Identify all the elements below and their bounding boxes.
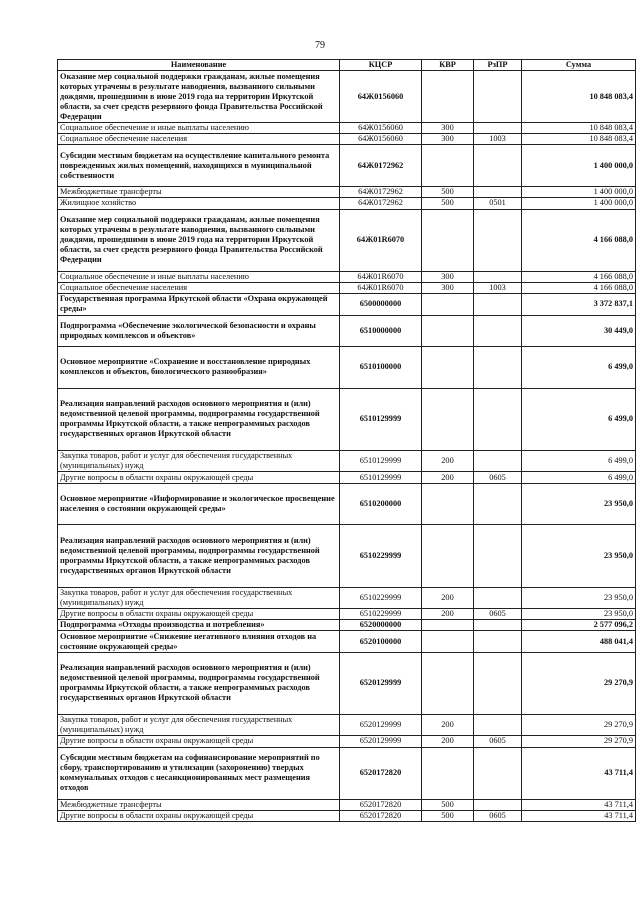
cell-rzpr: 1003 xyxy=(474,282,522,293)
cell-sum: 29 270,9 xyxy=(522,736,636,747)
cell-name: Другие вопросы в области охраны окружающей среды xyxy=(58,472,340,483)
cell-kvr xyxy=(422,483,474,525)
cell-name: Социальное обеспечение населения xyxy=(58,282,340,293)
cell-name: Реализация направлений расходов основного мероприятия и (или) ведомственной целевой программы, подпрограммы государственной программы Иркутской области, а также непрограммных расходов государственных органов Иркутской области xyxy=(58,388,340,450)
header-name: Наименование xyxy=(58,60,340,71)
cell-rzpr: 1003 xyxy=(474,134,522,145)
cell-code: 6520129999 xyxy=(340,714,422,735)
cell-name: Закупка товаров, работ и услуг для обеспечения государственных (муниципальных) нужд xyxy=(58,451,340,472)
cell-rzpr xyxy=(474,631,522,652)
cell-code: 6520172820 xyxy=(340,747,422,799)
cell-name: Закупка товаров, работ и услуг для обеспечения государственных (муниципальных) нужд xyxy=(58,587,340,608)
cell-rzpr: 0605 xyxy=(474,810,522,821)
cell-code: 6520129999 xyxy=(340,652,422,714)
cell-sum: 43 711,4 xyxy=(522,747,636,799)
cell-code: 64Ж0156060 xyxy=(340,71,422,123)
budget-table xyxy=(57,59,636,822)
table-row xyxy=(58,451,636,472)
cell-name: Закупка товаров, работ и услуг для обеспечения государственных (муниципальных) нужд xyxy=(58,714,340,735)
cell-sum: 23 950,0 xyxy=(522,587,636,608)
cell-rzpr xyxy=(474,209,522,271)
table-row xyxy=(58,799,636,810)
cell-name: Социальное обеспечение и иные выплаты населению xyxy=(58,123,340,134)
cell-rzpr xyxy=(474,799,522,810)
cell-rzpr xyxy=(474,525,522,587)
table-row xyxy=(58,736,636,747)
cell-name: Оказание мер социальной поддержки гражданам, жилые помещения которых утрачены в результате наводнения, вызванного сильными дождями, прошедшими в июне 2019 года на территории Иркутской области, за счет средств резервного фонда Правительства Российской Федерации xyxy=(58,71,340,123)
table-row xyxy=(58,347,636,389)
cell-rzpr xyxy=(474,271,522,282)
cell-sum: 3 372 837,1 xyxy=(522,294,636,315)
cell-sum: 29 270,9 xyxy=(522,652,636,714)
cell-name: Межбюджетные трансферты xyxy=(58,187,340,198)
table-row xyxy=(58,525,636,587)
cell-kvr xyxy=(422,652,474,714)
table-row xyxy=(58,388,636,450)
cell-code: 6510129999 xyxy=(340,388,422,450)
cell-rzpr xyxy=(474,714,522,735)
cell-code: 6510200000 xyxy=(340,483,422,525)
cell-code: 64Ж01R6070 xyxy=(340,271,422,282)
cell-sum: 6 499,0 xyxy=(522,388,636,450)
table-row xyxy=(58,631,636,652)
cell-code: 64Ж01R6070 xyxy=(340,209,422,271)
cell-name: Реализация направлений расходов основного мероприятия и (или) ведомственной целевой программы, подпрограммы государственной программы Иркутской области, а также непрограммных расходов государственных органов Иркутской области xyxy=(58,652,340,714)
cell-rzpr xyxy=(474,388,522,450)
cell-name: Государственная программа Иркутской области «Охрана окружающей среды» xyxy=(58,294,340,315)
cell-sum: 29 270,9 xyxy=(522,714,636,735)
cell-sum: 6 499,0 xyxy=(522,451,636,472)
table-row xyxy=(58,609,636,620)
cell-sum: 1 400 000,0 xyxy=(522,145,636,187)
cell-kvr: 300 xyxy=(422,271,474,282)
cell-kvr xyxy=(422,145,474,187)
cell-name: Другие вопросы в области охраны окружающей среды xyxy=(58,736,340,747)
cell-kvr: 300 xyxy=(422,282,474,293)
table-row xyxy=(58,294,636,315)
cell-code: 64Ж0172962 xyxy=(340,145,422,187)
cell-name: Реализация направлений расходов основного мероприятия и (или) ведомственной целевой программы, подпрограммы государственной программы Иркутской области, а также непрограммных расходов государственных органов Иркутской области xyxy=(58,525,340,587)
cell-rzpr xyxy=(474,123,522,134)
cell-code: 6510129999 xyxy=(340,451,422,472)
table-row xyxy=(58,187,636,198)
cell-code: 6510129999 xyxy=(340,472,422,483)
cell-code: 6510100000 xyxy=(340,347,422,389)
cell-sum: 23 950,0 xyxy=(522,483,636,525)
cell-sum: 2 577 096,2 xyxy=(522,620,636,631)
header-kcsr: КЦСР xyxy=(340,60,422,71)
cell-kvr: 500 xyxy=(422,198,474,209)
cell-name: Подпрограмма «Отходы производства и потребления» xyxy=(58,620,340,631)
cell-kvr: 500 xyxy=(422,799,474,810)
cell-kvr: 200 xyxy=(422,472,474,483)
cell-sum: 10 848 083,4 xyxy=(522,71,636,123)
cell-sum: 10 848 083,4 xyxy=(522,134,636,145)
cell-name: Социальное обеспечение населения xyxy=(58,134,340,145)
cell-code: 64Ж0172962 xyxy=(340,198,422,209)
table-row xyxy=(58,472,636,483)
table-row xyxy=(58,714,636,735)
table-row xyxy=(58,315,636,347)
cell-code: 6510229999 xyxy=(340,609,422,620)
cell-name: Другие вопросы в области охраны окружающей среды xyxy=(58,810,340,821)
cell-rzpr: 0605 xyxy=(474,472,522,483)
table-row xyxy=(58,587,636,608)
cell-rzpr xyxy=(474,145,522,187)
cell-rzpr xyxy=(474,71,522,123)
cell-code: 6520100000 xyxy=(340,631,422,652)
cell-name: Основное мероприятие «Снижение негативного влияния отходов на состояние окружающей среды» xyxy=(58,631,340,652)
cell-code: 6510000000 xyxy=(340,315,422,347)
cell-sum: 23 950,0 xyxy=(522,525,636,587)
cell-rzpr: 0605 xyxy=(474,609,522,620)
cell-code: 64Ж0172962 xyxy=(340,187,422,198)
cell-kvr xyxy=(422,388,474,450)
cell-kvr: 200 xyxy=(422,587,474,608)
cell-rzpr: 0605 xyxy=(474,736,522,747)
cell-sum: 23 950,0 xyxy=(522,609,636,620)
cell-rzpr xyxy=(474,187,522,198)
page-number: 79 xyxy=(315,40,325,51)
cell-sum: 6 499,0 xyxy=(522,472,636,483)
cell-kvr xyxy=(422,294,474,315)
cell-rzpr xyxy=(474,483,522,525)
cell-rzpr xyxy=(474,347,522,389)
table-row xyxy=(58,620,636,631)
header-sum: Сумма xyxy=(522,60,636,71)
cell-kvr: 200 xyxy=(422,451,474,472)
cell-kvr: 200 xyxy=(422,714,474,735)
cell-kvr xyxy=(422,209,474,271)
table-row xyxy=(58,198,636,209)
cell-kvr xyxy=(422,620,474,631)
table-row xyxy=(58,747,636,799)
cell-code: 6520172820 xyxy=(340,799,422,810)
table-row xyxy=(58,810,636,821)
cell-rzpr xyxy=(474,747,522,799)
cell-sum: 488 041,4 xyxy=(522,631,636,652)
cell-name: Оказание мер социальной поддержки гражданам, жилые помещения которых утрачены в результате наводнения, вызванного сильными дождями, прошедшими в июне 2019 года на территории Иркутской области, за счет средств резервного фонда Правительства Российской Федерации xyxy=(58,209,340,271)
cell-sum: 10 848 083,4 xyxy=(522,123,636,134)
cell-name: Социальное обеспечение и иные выплаты населению xyxy=(58,271,340,282)
table-row xyxy=(58,71,636,123)
table-row xyxy=(58,123,636,134)
cell-kvr xyxy=(422,747,474,799)
cell-code: 64Ж01R6070 xyxy=(340,282,422,293)
cell-kvr: 500 xyxy=(422,187,474,198)
cell-code: 6520172820 xyxy=(340,810,422,821)
table-row xyxy=(58,134,636,145)
cell-name: Основное мероприятие «Сохранение и восстановление природных комплексов и объектов, биологического разнообразия» xyxy=(58,347,340,389)
table-row xyxy=(58,282,636,293)
table-row xyxy=(58,209,636,271)
table-row xyxy=(58,483,636,525)
cell-kvr xyxy=(422,631,474,652)
header-kvr: КВР xyxy=(422,60,474,71)
cell-name: Жилищное хозяйство xyxy=(58,198,340,209)
cell-sum: 1 400 000,0 xyxy=(522,198,636,209)
cell-name: Субсидии местным бюджетам на осуществление капитального ремонта поврежденных жилых помещений, находящихся в муниципальной собственности xyxy=(58,145,340,187)
cell-rzpr xyxy=(474,294,522,315)
cell-sum: 1 400 000,0 xyxy=(522,187,636,198)
cell-code: 64Ж0156060 xyxy=(340,134,422,145)
table-row xyxy=(58,652,636,714)
cell-code: 6510229999 xyxy=(340,525,422,587)
cell-code: 6520000000 xyxy=(340,620,422,631)
table-row xyxy=(58,271,636,282)
cell-kvr xyxy=(422,347,474,389)
cell-kvr: 500 xyxy=(422,810,474,821)
cell-sum: 6 499,0 xyxy=(522,347,636,389)
cell-rzpr xyxy=(474,587,522,608)
cell-kvr: 300 xyxy=(422,134,474,145)
cell-code: 64Ж0156060 xyxy=(340,123,422,134)
cell-sum: 4 166 088,0 xyxy=(522,271,636,282)
cell-name: Субсидии местным бюджетам на софинансирование мероприятий по сбору, транспортированию и утилизации (захоронению) твердых коммунальных отходов с несанкционированных мест размещения отходов xyxy=(58,747,340,799)
cell-name: Другие вопросы в области охраны окружающей среды xyxy=(58,609,340,620)
cell-kvr xyxy=(422,315,474,347)
table-header-row xyxy=(58,60,636,71)
cell-kvr xyxy=(422,525,474,587)
header-rzpr: РзПР xyxy=(474,60,522,71)
cell-code: 6510229999 xyxy=(340,587,422,608)
cell-sum: 43 711,4 xyxy=(522,810,636,821)
cell-rzpr xyxy=(474,315,522,347)
table-row xyxy=(58,145,636,187)
cell-rzpr xyxy=(474,620,522,631)
cell-code: 6520129999 xyxy=(340,736,422,747)
cell-rzpr: 0501 xyxy=(474,198,522,209)
cell-name: Подпрограмма «Обеспечение экологической безопасности и охраны природных комплексов и объектов» xyxy=(58,315,340,347)
cell-sum: 43 711,4 xyxy=(522,799,636,810)
cell-sum: 4 166 088,0 xyxy=(522,282,636,293)
cell-kvr: 300 xyxy=(422,123,474,134)
cell-sum: 4 166 088,0 xyxy=(522,209,636,271)
cell-rzpr xyxy=(474,652,522,714)
cell-rzpr xyxy=(474,451,522,472)
cell-kvr: 200 xyxy=(422,609,474,620)
cell-name: Межбюджетные трансферты xyxy=(58,799,340,810)
cell-sum: 30 449,0 xyxy=(522,315,636,347)
cell-name: Основное мероприятие «Информирование и экологическое просвещение населения о состоянии окружающей среды» xyxy=(58,483,340,525)
cell-kvr xyxy=(422,71,474,123)
cell-kvr: 200 xyxy=(422,736,474,747)
cell-code: 6500000000 xyxy=(340,294,422,315)
